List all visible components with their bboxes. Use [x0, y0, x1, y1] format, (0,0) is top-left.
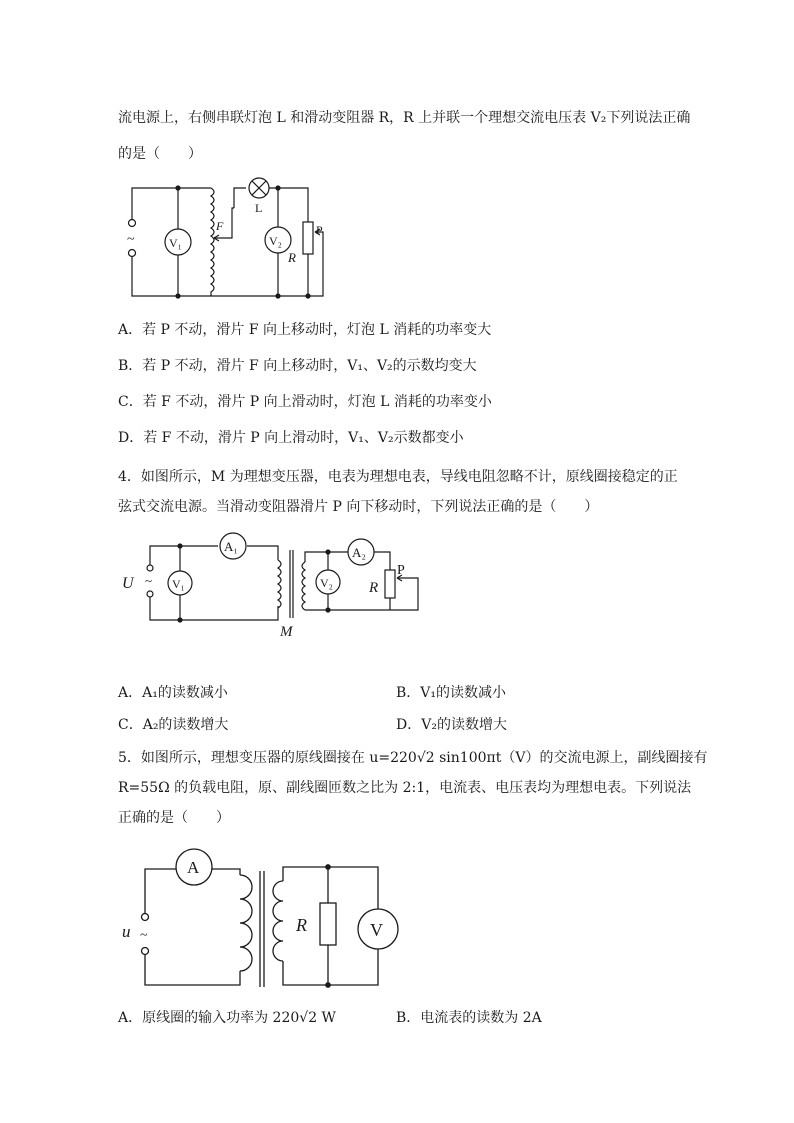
q4-transformer-label: M: [280, 624, 293, 640]
q3-junction: [276, 294, 280, 298]
q4-source-symbol: ~: [145, 573, 153, 588]
q4-circuit-diagram: [118, 530, 428, 642]
q4-secondary-coil: [302, 562, 305, 610]
q5-line1: 5．如图所示，理想变压器的原线圈接在 u=220√2 sin100πt（V）的交流电源上，副线圈接有: [118, 750, 708, 766]
q4-v2-label: V₂: [320, 576, 333, 590]
q4-a1-label: A₁: [224, 539, 238, 554]
q3-source-terminal-top: [129, 220, 136, 227]
q3-intro-line2: 的是（ ）: [118, 146, 202, 162]
q3-resistor-label: R: [288, 250, 296, 265]
q4-v1-label: V₁: [172, 577, 185, 591]
q3-circuit-diagram: [118, 172, 338, 304]
q3-junction: [306, 294, 310, 298]
q4-junction: [326, 550, 330, 554]
q5-option-b: B．电流表的读数为 2A: [396, 1010, 542, 1026]
q5-junction: [326, 983, 330, 987]
q3-junction: [176, 294, 180, 298]
q5-circuit-diagram: [118, 845, 408, 993]
q5-option-a: A．原线圈的输入功率为 220√2 W: [118, 1010, 336, 1026]
q3-resistor-r: [303, 222, 313, 254]
q4-junction: [178, 618, 182, 622]
q5-u-label: u: [122, 922, 131, 941]
q5-source-terminal-bottom: [142, 948, 149, 955]
q4-u-label: U: [122, 575, 134, 592]
q3-lamp-wire-left: [234, 188, 246, 208]
q5-source-terminal-top: [142, 914, 149, 921]
q3-junction: [176, 186, 180, 190]
q4-junction: [326, 608, 330, 612]
q5-ammeter-label: A: [187, 858, 200, 877]
q4-a2-label: A₂: [352, 545, 366, 560]
q4-source-terminal-bottom: [147, 591, 153, 597]
q3-intro-line1: 流电源上，右侧串联灯泡 L 和滑动变阻器 R，R 上并联一个理想交流电压表 V₂下列说法正确: [118, 110, 691, 126]
q5-primary-coil: [240, 875, 252, 971]
q5-resistor-label: R: [296, 915, 307, 935]
q4-option-a: A．A₁的读数减小: [118, 685, 228, 701]
q3-slider-p-label: P: [316, 223, 323, 237]
q3-v2-label: V₂: [269, 234, 282, 248]
q3-junction: [276, 186, 280, 190]
q3-source-symbol: ~: [127, 232, 135, 247]
q3-lamp-wire-right: [269, 188, 308, 222]
q4-line2: 弦式交流电源。当滑动变阻器滑片 P 向下移动时，下列说法正确的是（ ）: [118, 499, 599, 515]
q3-option-b: B．若 P 不动，滑片 F 向上移动时，V₁、V₂的示数均变大: [118, 358, 477, 374]
q5-junction: [326, 865, 330, 869]
q4-option-b: B．V₁的读数减小: [396, 685, 507, 701]
q4-primary-coil: [278, 560, 281, 608]
q3-source-terminal-bottom: [129, 250, 136, 257]
q4-junction: [178, 544, 182, 548]
q5-secondary-coil: [273, 881, 283, 961]
q5-line3: 正确的是（ ）: [118, 810, 230, 826]
q3-option-c: C．若 F 不动，滑片 P 向上滑动时，灯泡 L 消耗的功率变小: [118, 394, 492, 410]
q4-resistor-r: [385, 570, 395, 598]
q5-source-symbol: ~: [140, 928, 148, 943]
q4-source-terminal-top: [147, 565, 153, 571]
q5-primary-wires: [145, 869, 240, 985]
q4-slider-label: P: [397, 563, 405, 578]
q5-line2: R=55Ω 的负载电阻，原、副线圈匝数之比为 2:1，电流表、电压表均为理想电表。下列说法: [118, 780, 692, 796]
q3-autotransformer-coil: [211, 188, 214, 296]
q3-option-d: D．若 F 不动，滑片 P 向上滑动时，V₁、V₂示数都变小: [118, 430, 464, 446]
q4-line1: 4．如图所示，M 为理想变压器，电表为理想电表，导线电阻忽略不计，原线圈接稳定的正: [118, 469, 678, 485]
q5-resistor-r: [320, 903, 336, 945]
q4-option-d: D．V₂的读数增大: [396, 717, 507, 733]
q3-slider-f-label: F: [216, 219, 224, 233]
q5-voltmeter-label: V: [370, 920, 383, 940]
q4-option-c: C．A₂的读数增大: [118, 717, 229, 733]
q3-v1-label: V₁: [169, 236, 182, 250]
q3-option-a: A．若 P 不动，滑片 F 向上移动时，灯泡 L 消耗的功率变大: [118, 322, 492, 338]
q3-lamp-label: L: [255, 201, 263, 215]
q4-resistor-label: R: [369, 580, 379, 596]
